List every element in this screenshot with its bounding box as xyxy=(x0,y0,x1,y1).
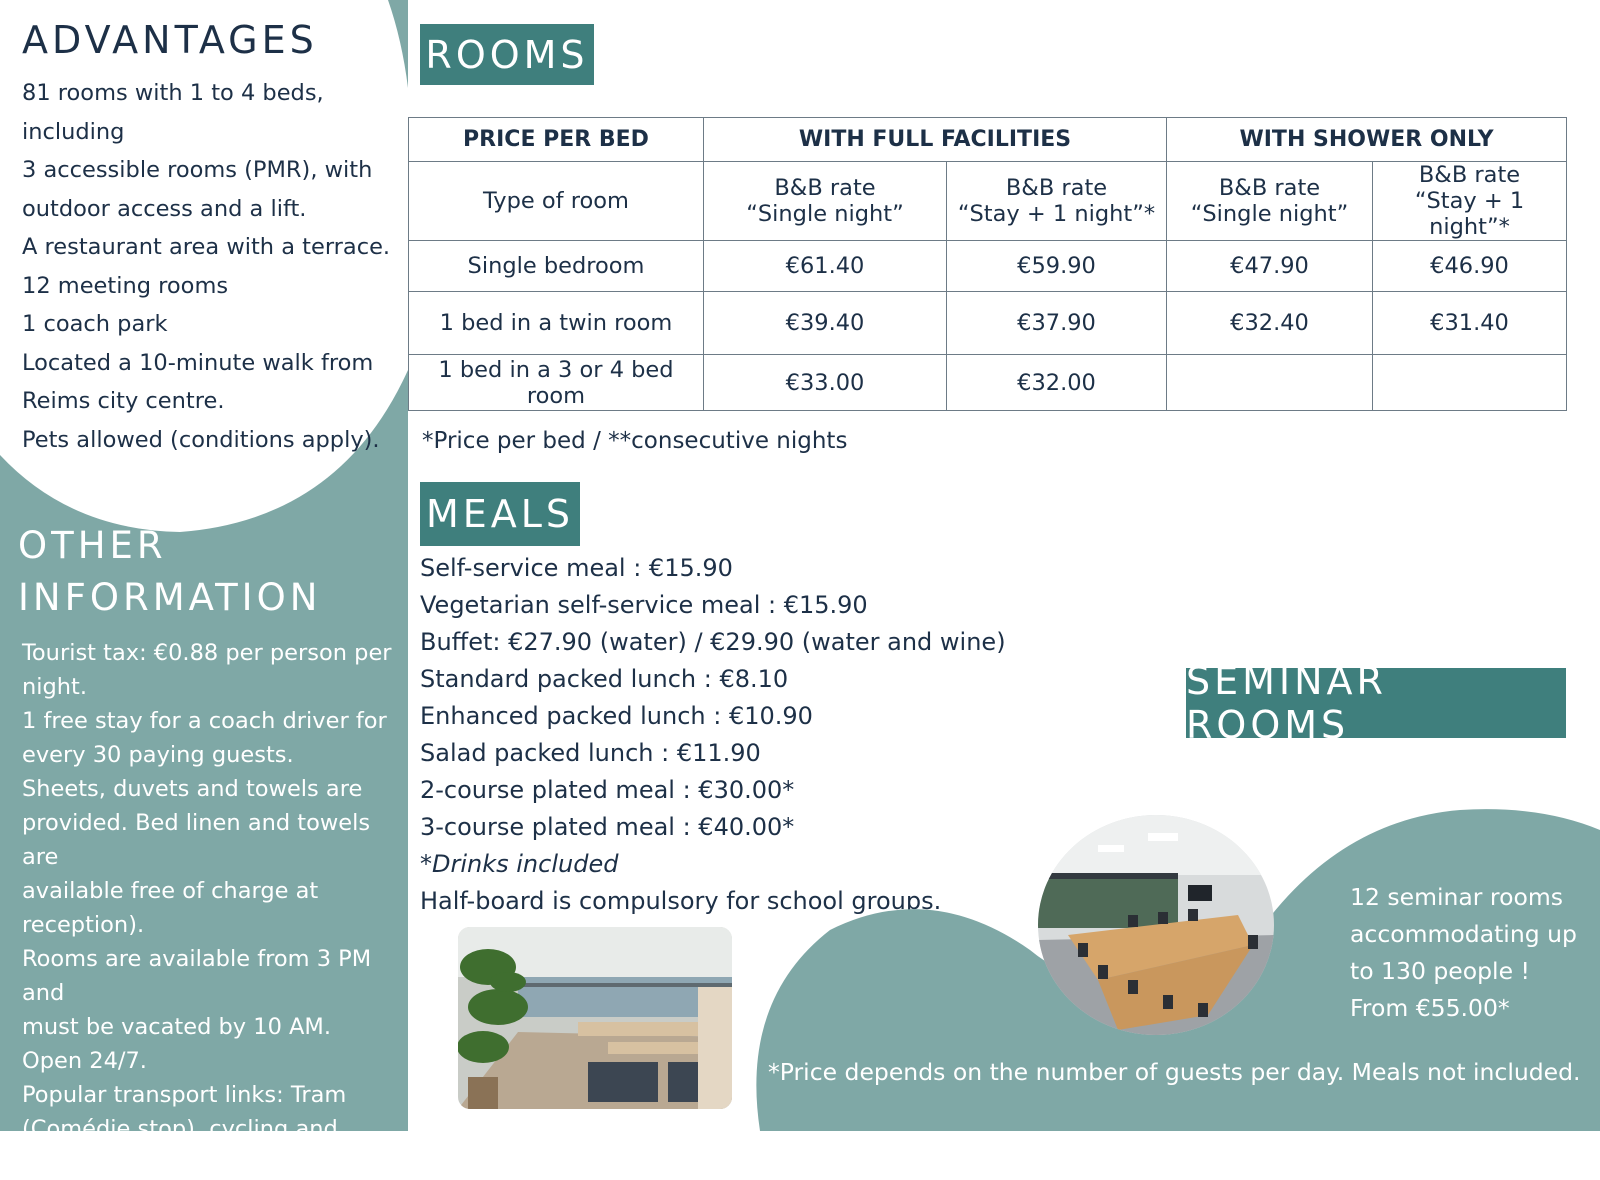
room-type: Single bedroom xyxy=(409,241,704,292)
advantages-line: outdoor access and a lift. xyxy=(22,195,307,222)
other-information-line: carpooling. xyxy=(22,1150,148,1176)
table-row xyxy=(409,355,1567,411)
advantages-list xyxy=(22,74,407,459)
meal-item: Standard packed lunch : €8.10 xyxy=(420,665,789,693)
price-cell: €31.40 xyxy=(1373,292,1567,355)
seminar-room-photo xyxy=(1038,815,1274,1035)
seminar-info-list xyxy=(1350,879,1595,1027)
seminar-info-line: 12 seminar rooms xyxy=(1350,883,1563,911)
price-cell: €59.90 xyxy=(947,241,1167,292)
rate-label: B&B rate xyxy=(1218,175,1321,201)
other-information-line: every 30 paying guests. xyxy=(22,742,294,768)
other-information-title-line2: INFORMATION xyxy=(18,576,322,619)
other-information-line: provided. Bed linen and towels are xyxy=(22,810,371,870)
room-type: 1 bed in a twin room xyxy=(409,292,704,355)
price-cell: €33.00 xyxy=(704,355,947,411)
other-information-line: Open 24/7. xyxy=(22,1048,147,1074)
advantages-line: Located a 10-minute walk from xyxy=(22,349,374,376)
type-of-room-label: Type of room xyxy=(409,162,704,241)
drinks-note: *Drinks included xyxy=(420,850,619,878)
seminar-info-line: From €55.00* xyxy=(1350,994,1510,1022)
price-cell xyxy=(1373,355,1567,411)
price-cell xyxy=(1167,355,1373,411)
other-information-line: Popular transport links: Tram xyxy=(22,1082,347,1108)
meal-item: Vegetarian self-service meal : €15.90 xyxy=(420,591,868,619)
advantages-line: 3 accessible rooms (PMR), with xyxy=(22,157,373,183)
other-information-line: night. xyxy=(22,674,88,700)
other-information-list xyxy=(22,636,407,1180)
header-price-per-bed: PRICE PER BED xyxy=(409,118,704,162)
rate-period: “Single night” xyxy=(746,201,904,227)
half-board-note: Half-board is compulsory for school groups. xyxy=(420,887,942,915)
other-information-title-line1: OTHER xyxy=(18,524,167,567)
restaurant-photo xyxy=(458,927,732,1109)
rooms-price-table xyxy=(408,117,1567,411)
table-row xyxy=(409,292,1567,355)
other-information-line: (Comédie stop), cycling and xyxy=(22,1116,338,1142)
price-cell: €37.90 xyxy=(947,292,1167,355)
other-information-line: reception). xyxy=(22,912,145,938)
meal-item: Enhanced packed lunch : €10.90 xyxy=(420,702,813,730)
rate-period: “Stay + 1 night”* xyxy=(957,201,1156,227)
advantages-line: A restaurant area with a terrace. xyxy=(22,234,391,260)
rate-period: “Single night” xyxy=(1190,201,1349,227)
rate-single-full xyxy=(704,162,947,241)
advantages-line: 81 rooms with 1 to 4 beds, including xyxy=(22,80,324,145)
price-cell: €32.00 xyxy=(947,355,1167,411)
meal-item: 2-course plated meal : €30.00* xyxy=(420,776,795,804)
advantages-line: Pets allowed (conditions apply). xyxy=(22,426,380,453)
meal-item: 3-course plated meal : €40.00* xyxy=(420,813,795,841)
price-cell: €46.90 xyxy=(1373,241,1567,292)
rooms-title: ROOMS xyxy=(420,24,594,85)
other-information-line: Sheets, duvets and towels are xyxy=(22,776,363,802)
seminar-info-line: accommodating up xyxy=(1350,920,1577,948)
advantages-title: ADVANTAGES xyxy=(22,18,318,62)
table-subheader-row xyxy=(409,162,1567,241)
rate-label: B&B rate xyxy=(1418,162,1521,188)
other-information-line: Tourist tax: €0.88 per person per xyxy=(22,640,392,666)
other-information-title xyxy=(18,520,321,624)
seminar-info-line: to 130 people ! xyxy=(1350,957,1530,985)
header-shower-only: WITH SHOWER ONLY xyxy=(1167,118,1567,162)
price-cell: €39.40 xyxy=(704,292,947,355)
rate-label: B&B rate xyxy=(1005,175,1108,201)
other-information-line: must be vacated by 10 AM. xyxy=(22,1014,332,1040)
meal-item: Salad packed lunch : €11.90 xyxy=(420,739,761,767)
rate-single-shower xyxy=(1167,162,1373,241)
rate-period: “Stay + 1 night”* xyxy=(1414,188,1525,240)
meal-item: Self-service meal : €15.90 xyxy=(420,554,733,582)
table-row xyxy=(409,241,1567,292)
rate-label: B&B rate xyxy=(774,175,876,201)
advantages-line: 1 coach park xyxy=(22,311,168,337)
rate-stay-shower xyxy=(1373,162,1567,241)
price-cell: €47.90 xyxy=(1167,241,1373,292)
seminar-rooms-title: SEMINAR ROOMS xyxy=(1186,668,1566,738)
price-cell: €61.40 xyxy=(704,241,947,292)
other-information-line: Rooms are available from 3 PM and xyxy=(22,946,372,1006)
meals-title: MEALS xyxy=(420,482,580,546)
advantages-line: 12 meeting rooms xyxy=(22,272,229,299)
table-header-row xyxy=(409,118,1567,162)
rooms-footnote: *Price per bed / **consecutive nights xyxy=(422,428,848,454)
room-type: 1 bed in a 3 or 4 bed room xyxy=(409,355,704,411)
header-full-facilities: WITH FULL FACILITIES xyxy=(704,118,1167,162)
seminar-price-note: *Price depends on the number of guests per day. Meals not included. xyxy=(768,1058,1581,1086)
price-cell: €32.40 xyxy=(1167,292,1373,355)
other-information-line: 1 free stay for a coach driver for xyxy=(22,708,387,734)
other-information-line: available free of charge at xyxy=(22,878,319,904)
advantages-line: Reims city centre. xyxy=(22,388,225,414)
meal-item: Buffet: €27.90 (water) / €29.90 (water and wine) xyxy=(420,628,1006,656)
rate-stay-full xyxy=(947,162,1167,241)
